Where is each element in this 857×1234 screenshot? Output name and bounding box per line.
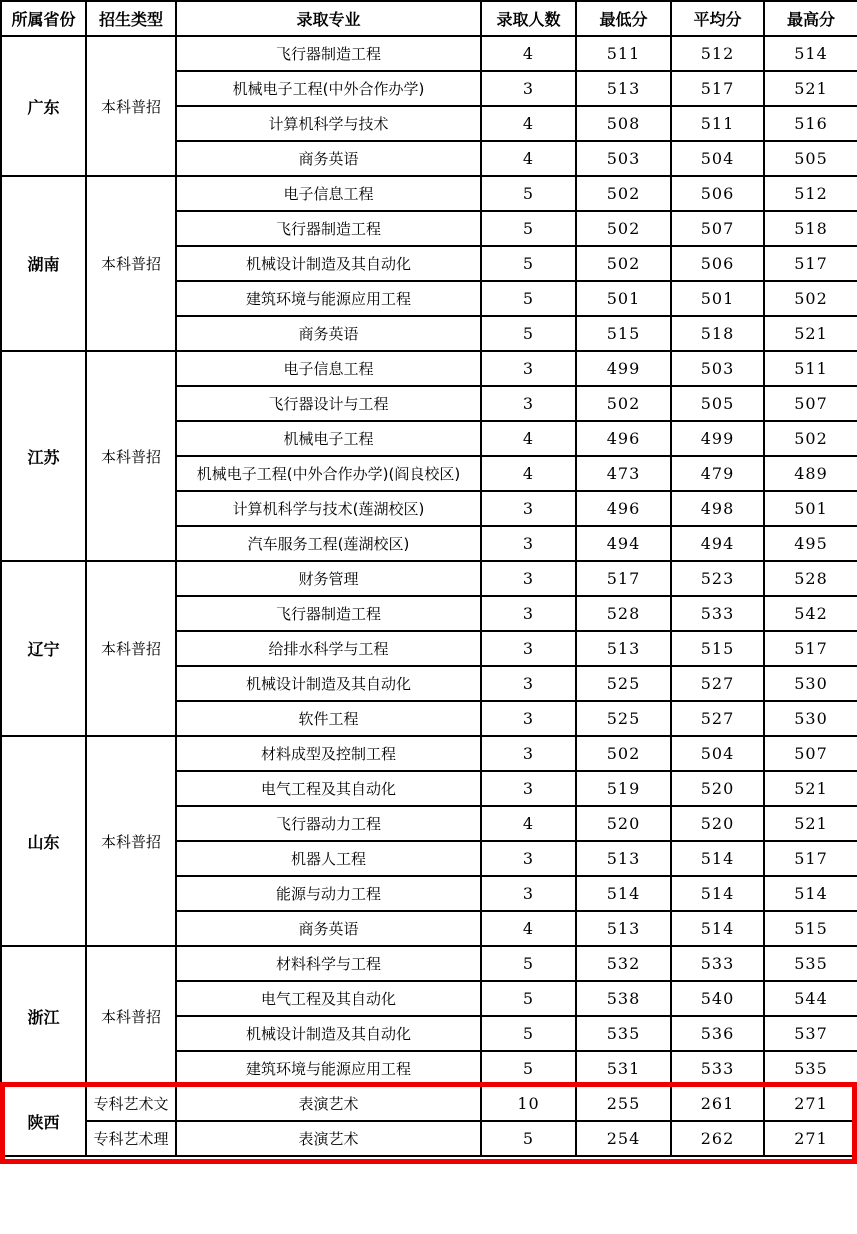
min-score-cell: 525 <box>576 666 671 701</box>
min-score-cell: 511 <box>576 36 671 71</box>
admission-type-cell: 本科普招 <box>86 36 176 176</box>
count-cell: 5 <box>481 176 576 211</box>
major-cell: 能源与动力工程 <box>176 876 481 911</box>
min-score-cell: 519 <box>576 771 671 806</box>
admission-type-cell: 专科艺术文 <box>86 1086 176 1121</box>
min-score-cell: 502 <box>576 211 671 246</box>
province-cell: 江苏 <box>1 351 86 561</box>
major-cell: 电气工程及其自动化 <box>176 771 481 806</box>
col-header-max-score: 最高分 <box>764 1 857 36</box>
table-row <box>1 176 857 211</box>
table-row <box>1 36 857 71</box>
max-score-cell: 535 <box>764 946 857 981</box>
count-cell: 4 <box>481 806 576 841</box>
col-header-province: 所属省份 <box>1 1 86 36</box>
min-score-cell: 254 <box>576 1121 671 1156</box>
count-cell: 4 <box>481 106 576 141</box>
count-cell: 3 <box>481 841 576 876</box>
major-cell: 表演艺术 <box>176 1086 481 1121</box>
major-cell: 飞行器制造工程 <box>176 36 481 71</box>
header-row <box>1 1 857 36</box>
table-row <box>1 946 857 981</box>
major-cell: 计算机科学与技术 <box>176 106 481 141</box>
major-cell: 飞行器设计与工程 <box>176 386 481 421</box>
max-score-cell: 537 <box>764 1016 857 1051</box>
min-score-cell: 531 <box>576 1051 671 1086</box>
major-cell: 计算机科学与技术(莲湖校区) <box>176 491 481 526</box>
avg-score-cell: 498 <box>671 491 764 526</box>
max-score-cell: 271 <box>764 1086 857 1121</box>
table-row <box>1 1086 857 1121</box>
major-cell: 商务英语 <box>176 911 481 946</box>
major-cell: 飞行器制造工程 <box>176 596 481 631</box>
max-score-cell: 535 <box>764 1051 857 1086</box>
admission-type-cell: 本科普招 <box>86 946 176 1086</box>
major-cell: 汽车服务工程(莲湖校区) <box>176 526 481 561</box>
count-cell: 4 <box>481 141 576 176</box>
min-score-cell: 502 <box>576 246 671 281</box>
min-score-cell: 513 <box>576 841 671 876</box>
major-cell: 表演艺术 <box>176 1121 481 1156</box>
major-cell: 机械电子工程 <box>176 421 481 456</box>
avg-score-cell: 533 <box>671 1051 764 1086</box>
avg-score-cell: 520 <box>671 771 764 806</box>
avg-score-cell: 507 <box>671 211 764 246</box>
avg-score-cell: 499 <box>671 421 764 456</box>
count-cell: 3 <box>481 701 576 736</box>
min-score-cell: 499 <box>576 351 671 386</box>
province-cell: 湖南 <box>1 176 86 351</box>
max-score-cell: 512 <box>764 176 857 211</box>
major-cell: 软件工程 <box>176 701 481 736</box>
major-cell: 给排水科学与工程 <box>176 631 481 666</box>
max-score-cell: 514 <box>764 876 857 911</box>
admission-type-cell: 本科普招 <box>86 176 176 351</box>
avg-score-cell: 514 <box>671 876 764 911</box>
min-score-cell: 513 <box>576 911 671 946</box>
avg-score-cell: 512 <box>671 36 764 71</box>
count-cell: 3 <box>481 596 576 631</box>
max-score-cell: 544 <box>764 981 857 1016</box>
max-score-cell: 511 <box>764 351 857 386</box>
min-score-cell: 502 <box>576 386 671 421</box>
admission-type-cell: 专科艺术理 <box>86 1121 176 1156</box>
major-cell: 飞行器动力工程 <box>176 806 481 841</box>
max-score-cell: 521 <box>764 316 857 351</box>
avg-score-cell: 540 <box>671 981 764 1016</box>
count-cell: 3 <box>481 526 576 561</box>
major-cell: 商务英语 <box>176 316 481 351</box>
admission-type-cell: 本科普招 <box>86 561 176 736</box>
table-row <box>1 1121 857 1156</box>
avg-score-cell: 517 <box>671 71 764 106</box>
max-score-cell: 516 <box>764 106 857 141</box>
avg-score-cell: 261 <box>671 1086 764 1121</box>
avg-score-cell: 501 <box>671 281 764 316</box>
min-score-cell: 513 <box>576 631 671 666</box>
avg-score-cell: 506 <box>671 176 764 211</box>
min-score-cell: 255 <box>576 1086 671 1121</box>
major-cell: 机械设计制造及其自动化 <box>176 1016 481 1051</box>
major-cell: 电子信息工程 <box>176 176 481 211</box>
min-score-cell: 494 <box>576 526 671 561</box>
count-cell: 5 <box>481 1051 576 1086</box>
min-score-cell: 514 <box>576 876 671 911</box>
avg-score-cell: 536 <box>671 1016 764 1051</box>
count-cell: 3 <box>481 631 576 666</box>
avg-score-cell: 505 <box>671 386 764 421</box>
table-body <box>1 36 857 1156</box>
max-score-cell: 507 <box>764 386 857 421</box>
max-score-cell: 501 <box>764 491 857 526</box>
table-row <box>1 736 857 771</box>
avg-score-cell: 527 <box>671 666 764 701</box>
min-score-cell: 515 <box>576 316 671 351</box>
count-cell: 4 <box>481 36 576 71</box>
admission-type-cell: 本科普招 <box>86 351 176 561</box>
col-header-admission-type: 招生类型 <box>86 1 176 36</box>
major-cell: 机械设计制造及其自动化 <box>176 246 481 281</box>
table-row <box>1 561 857 596</box>
count-cell: 5 <box>481 246 576 281</box>
avg-score-cell: 514 <box>671 911 764 946</box>
count-cell: 5 <box>481 1121 576 1156</box>
max-score-cell: 517 <box>764 246 857 281</box>
count-cell: 5 <box>481 316 576 351</box>
count-cell: 3 <box>481 666 576 701</box>
col-header-avg-score: 平均分 <box>671 1 764 36</box>
count-cell: 5 <box>481 981 576 1016</box>
max-score-cell: 517 <box>764 631 857 666</box>
major-cell: 建筑环境与能源应用工程 <box>176 281 481 316</box>
max-score-cell: 530 <box>764 666 857 701</box>
major-cell: 建筑环境与能源应用工程 <box>176 1051 481 1086</box>
max-score-cell: 521 <box>764 806 857 841</box>
count-cell: 5 <box>481 211 576 246</box>
max-score-cell: 521 <box>764 71 857 106</box>
avg-score-cell: 262 <box>671 1121 764 1156</box>
max-score-cell: 271 <box>764 1121 857 1156</box>
max-score-cell: 507 <box>764 736 857 771</box>
max-score-cell: 495 <box>764 526 857 561</box>
col-header-major: 录取专业 <box>176 1 481 36</box>
min-score-cell: 520 <box>576 806 671 841</box>
major-cell: 机械电子工程(中外合作办学)(阎良校区) <box>176 456 481 491</box>
count-cell: 10 <box>481 1086 576 1121</box>
min-score-cell: 502 <box>576 176 671 211</box>
max-score-cell: 502 <box>764 281 857 316</box>
count-cell: 3 <box>481 736 576 771</box>
max-score-cell: 530 <box>764 701 857 736</box>
col-header-min-score: 最低分 <box>576 1 671 36</box>
min-score-cell: 503 <box>576 141 671 176</box>
max-score-cell: 502 <box>764 421 857 456</box>
major-cell: 材料科学与工程 <box>176 946 481 981</box>
major-cell: 商务英语 <box>176 141 481 176</box>
province-cell: 陕西 <box>1 1086 86 1156</box>
count-cell: 5 <box>481 281 576 316</box>
min-score-cell: 496 <box>576 421 671 456</box>
avg-score-cell: 511 <box>671 106 764 141</box>
count-cell: 3 <box>481 71 576 106</box>
col-header-count: 录取人数 <box>481 1 576 36</box>
avg-score-cell: 527 <box>671 701 764 736</box>
major-cell: 电气工程及其自动化 <box>176 981 481 1016</box>
province-cell: 广东 <box>1 36 86 176</box>
province-cell: 辽宁 <box>1 561 86 736</box>
count-cell: 4 <box>481 911 576 946</box>
min-score-cell: 473 <box>576 456 671 491</box>
avg-score-cell: 504 <box>671 141 764 176</box>
max-score-cell: 521 <box>764 771 857 806</box>
major-cell: 机械设计制造及其自动化 <box>176 666 481 701</box>
province-cell: 山东 <box>1 736 86 946</box>
max-score-cell: 505 <box>764 141 857 176</box>
count-cell: 3 <box>481 771 576 806</box>
count-cell: 3 <box>481 386 576 421</box>
major-cell: 飞行器制造工程 <box>176 211 481 246</box>
avg-score-cell: 518 <box>671 316 764 351</box>
avg-score-cell: 533 <box>671 946 764 981</box>
min-score-cell: 525 <box>576 701 671 736</box>
min-score-cell: 508 <box>576 106 671 141</box>
avg-score-cell: 503 <box>671 351 764 386</box>
major-cell: 机器人工程 <box>176 841 481 876</box>
major-cell: 材料成型及控制工程 <box>176 736 481 771</box>
min-score-cell: 502 <box>576 736 671 771</box>
major-cell: 财务管理 <box>176 561 481 596</box>
avg-score-cell: 506 <box>671 246 764 281</box>
min-score-cell: 517 <box>576 561 671 596</box>
min-score-cell: 532 <box>576 946 671 981</box>
min-score-cell: 535 <box>576 1016 671 1051</box>
max-score-cell: 542 <box>764 596 857 631</box>
major-cell: 电子信息工程 <box>176 351 481 386</box>
count-cell: 3 <box>481 351 576 386</box>
avg-score-cell: 504 <box>671 736 764 771</box>
max-score-cell: 515 <box>764 911 857 946</box>
avg-score-cell: 533 <box>671 596 764 631</box>
min-score-cell: 496 <box>576 491 671 526</box>
max-score-cell: 528 <box>764 561 857 596</box>
count-cell: 3 <box>481 491 576 526</box>
count-cell: 5 <box>481 1016 576 1051</box>
min-score-cell: 501 <box>576 281 671 316</box>
avg-score-cell: 520 <box>671 806 764 841</box>
count-cell: 4 <box>481 421 576 456</box>
max-score-cell: 514 <box>764 36 857 71</box>
min-score-cell: 513 <box>576 71 671 106</box>
avg-score-cell: 523 <box>671 561 764 596</box>
avg-score-cell: 479 <box>671 456 764 491</box>
count-cell: 3 <box>481 876 576 911</box>
count-cell: 4 <box>481 456 576 491</box>
province-cell: 浙江 <box>1 946 86 1086</box>
count-cell: 3 <box>481 561 576 596</box>
count-cell: 5 <box>481 946 576 981</box>
major-cell: 机械电子工程(中外合作办学) <box>176 71 481 106</box>
avg-score-cell: 515 <box>671 631 764 666</box>
avg-score-cell: 494 <box>671 526 764 561</box>
max-score-cell: 489 <box>764 456 857 491</box>
table-row <box>1 351 857 386</box>
min-score-cell: 538 <box>576 981 671 1016</box>
max-score-cell: 517 <box>764 841 857 876</box>
avg-score-cell: 514 <box>671 841 764 876</box>
max-score-cell: 518 <box>764 211 857 246</box>
min-score-cell: 528 <box>576 596 671 631</box>
admission-type-cell: 本科普招 <box>86 736 176 946</box>
